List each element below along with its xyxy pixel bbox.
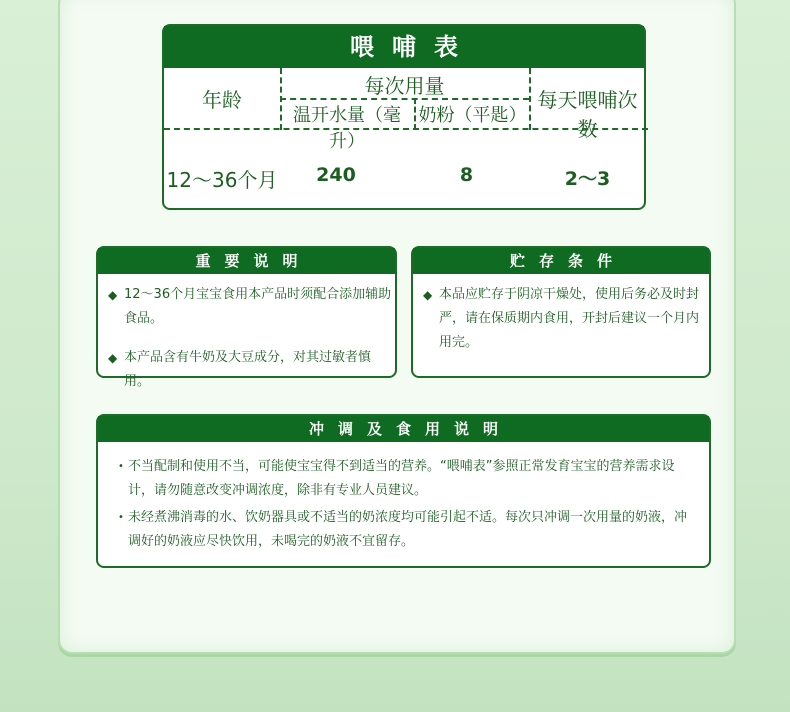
list-item: ◆ 本品应贮存于阴凉干燥处，使用后务必及时封严，请在保质期内食用，开封后建议一个月内用完。 [439, 283, 701, 355]
storage-box [411, 246, 711, 378]
value-daily: 2～3 [564, 168, 611, 190]
header-age: 年龄 [202, 88, 242, 112]
feeding-table-title: 喂哺表 [164, 26, 644, 68]
list-item: ◆ 12～36个月宝宝食用本产品时须配合添加辅助食品。 [124, 283, 392, 331]
notice-title: 重要说明 [98, 248, 395, 274]
header-water: 温开水量（毫升） [293, 105, 401, 152]
list-item: ◆ 本产品含有牛奶及大豆成分，对其过敏者慎用。 [124, 346, 392, 394]
preparation-title: 冲调及食用说明 [98, 416, 709, 442]
bullet-icon: ◆ [108, 351, 118, 365]
preparation-box [96, 414, 711, 568]
feeding-table [162, 24, 646, 210]
value-water: 240 [316, 164, 356, 186]
header-daily: 每天喂哺次数 [537, 88, 638, 141]
bullet-icon: • [118, 512, 124, 523]
bullet-icon: ◆ [423, 288, 433, 302]
list-item: • 不当配制和使用不当，可能使宝宝得不到适当的营养。“喂哺表”参照正常发育宝宝的营养需求设计，请勿随意改变冲调浓度，除非有专业人员建议。 [128, 455, 698, 503]
list-item: • 未经煮沸消毒的水、饮奶器具或不适当的奶浓度均可能引起不适。每次只冲调一次用量的奶液，冲调好的奶液应尽快饮用，未喝完的奶液不宜留存。 [128, 506, 698, 554]
bullet-icon: • [118, 461, 124, 472]
header-powder: 奶粉（平匙） [418, 105, 527, 126]
bullet-icon: ◆ [108, 288, 118, 302]
value-age: 12～36个月 [166, 168, 278, 192]
header-per-feed: 每次用量 [364, 74, 445, 98]
value-powder: 8 [459, 164, 474, 186]
notice-box [96, 246, 397, 389]
storage-title: 贮存条件 [413, 248, 709, 274]
